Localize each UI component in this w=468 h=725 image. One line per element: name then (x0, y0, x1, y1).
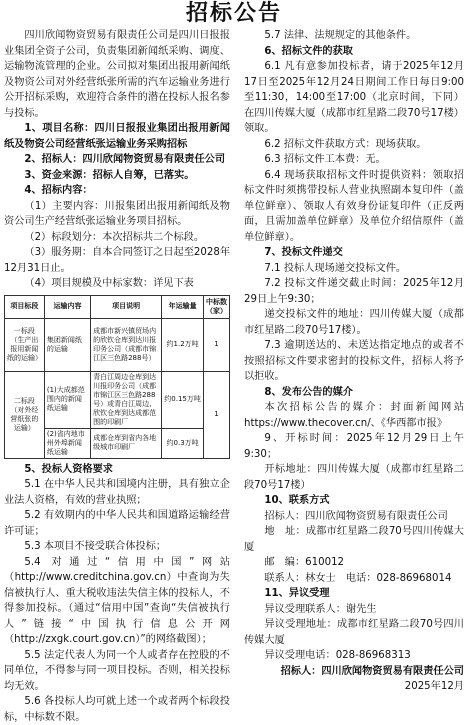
submission-heading: 7、投标文件递交 (264, 247, 343, 258)
left-column (4, 28, 230, 725)
objection-phone: 异议受理电话：028-86968313 (264, 650, 411, 661)
media-body: 本次招标公告的媒介：封面新闻网站https://www.thecover.cn/、《华西都市报》 (244, 402, 464, 429)
opening-address: 开标地址：四川传媒大厦（成都市红星路二段70号17楼） (244, 464, 464, 491)
content-cell: 集团新闻纸的运输 (44, 318, 90, 371)
table-header: 年运输量 (162, 295, 204, 318)
table-header: 项目说明 (91, 295, 162, 318)
document-6-1: 6.1 凡有意参加投标者，请于2025年12月17日至2025年12月24日期间工作日每日9:00至11:30，14:00至17:00（北京时间，下同）在四川传媒大厦（成都市红星路二段70号17楼）领取。 (244, 61, 464, 134)
contact-address: 地 址：成都市红星路二段70号四川传媒大厦 (244, 526, 464, 553)
submission-address: 递交投标文件的地址：四川传媒大厦（成都市红星路二段70号17楼）。 (244, 309, 464, 336)
objection-heading: 11、异议受理 (264, 588, 330, 599)
segments-table (4, 295, 230, 459)
signature-date: 2025年12月 (404, 681, 464, 692)
qualification-5-6: 5.6 各投标人均可就上述一个或者两个标段投标，中标数不限。 (4, 696, 230, 723)
contact-tenderer: 招标人：四川欣闻物资贸易有限责任公司 (264, 510, 448, 522)
count-cell: 1 (203, 371, 229, 458)
qualification-heading: 5、投标人资格要求 (24, 463, 113, 475)
contact-person: 联系人：林女士 电话：028-86968014 (264, 572, 452, 584)
volume-cell: 约1.2万吨 (162, 318, 204, 371)
table-row (5, 318, 230, 371)
table-header: 运输内容 (44, 295, 90, 318)
opening-time: 9、开标时间：2025年12月29日上午9:30； (244, 433, 464, 460)
intro-paragraph: 四川欣闻物资贸易有限责任公司是四川日报报业集团全资子公司，负责集团新闻纸采购、调度、运输物流管理的企业。公司拟对集团出报用新闻纸及物资公司对外经营纸张所需的汽车运输业务进行公开招标采购，欢迎符合条件的潜在投标人报名参与投标。 (4, 30, 230, 119)
qualification-5-4: 5.4 对通过“信用中国”网站（http://www.creditchina.gov.cn）中查询为失信被执行人、重大税收违法失信主体的投标人，不得参加投标。（通过“信用中国”查询“失信被执行人”链接“中国执行信息公开网（http://zxgk.court.gov.cn）”的网络截图）； (4, 556, 230, 645)
qualification-5-3: 5.3 本项目不接受联合体投标； (24, 541, 167, 552)
notice-title: 招标公告 (185, 1, 282, 26)
document-6-2: 6.2 招标文件获取方式：现场获取。 (264, 138, 427, 150)
signature-tenderer: 招标人：四川欣闻物资贸易有限责任公司 (280, 665, 464, 677)
submission-7-1: 7.1 投标人现场递交投标文件。 (264, 262, 407, 274)
content-cell: (1)大成都范围内的新闻纸运输 (44, 371, 90, 428)
tenderer: 2、招标人：四川欣闻物资贸易有限责任公司 (24, 154, 226, 165)
submission-7-3: 7.3 逾期送达的、未送达指定地点的或者不按照招标文件要求密封的投标文件，招标人将予以拒收。 (244, 340, 464, 382)
desc-cell: 成都市新兴镇贸场内的欣钦仓库到达川报印务公司（成都市锦江区三色路288号） (91, 318, 162, 371)
document-heading: 6、招标文件的获取 (264, 45, 353, 57)
submission-7-2: 7.2 投标文件递交截止时间：2025年12月29日上午9:30； (244, 278, 464, 305)
project-name: 1、项目名称：四川日报报业集团出报用新闻纸及物资公司经营纸张运输业务采购招标 (4, 123, 230, 150)
tender-content-heading: 4、招标内容： (24, 185, 93, 196)
table-header: 项目标段 (5, 295, 45, 318)
objection-address: 异议受理地址：成都市红星路二段70号四川传媒大厦 (244, 619, 464, 646)
right-column (244, 28, 464, 695)
fund-source: 3、资金来源：招标人自筹，已落实。 (24, 169, 195, 181)
segment-cell: 二标段（对外经营纸张的运输） (5, 371, 45, 458)
qualification-5-1: 5.1 在中华人民共和国境内注册，具有独立企业法人资格，有效的营业执照； (4, 479, 230, 506)
volume-cell: 约0.3万吨 (162, 428, 204, 458)
segment-cell: 一标段（生产出报用新闻纸的运输） (5, 318, 45, 371)
qualification-5-7: 5.7 法律、法规规定的其他条件。 (264, 30, 417, 41)
qualification-5-5: 5.5 法定代表人为同一个人或者存在控股的不同单位，不得参与同一项目投标。否则，相关投标均无效。 (4, 649, 230, 692)
main-content: （1）主要内容：川报集团出报用新闻纸及物资公司生产经营纸张运输业务项目招标。 (4, 200, 230, 227)
objection-contact: 异议受理联系人：谢先生 (264, 603, 377, 615)
desc-cell: 成都仓库到省内各地级城市印刷厂 (91, 428, 162, 458)
table-row (5, 371, 230, 428)
count-cell: 1 (203, 318, 229, 371)
segment-division: （2）标段划分：本次招标共二个标段。 (24, 231, 205, 243)
scale-note: （4）项目规模及中标家数：详见下表 (24, 278, 194, 289)
contact-postcode: 邮 编：610012 (264, 557, 345, 568)
document-6-4: 6.4 现场获取招标文件时提供资料：领取招标文件时须携带投标人营业执照副本复印件（盖单位鲜章）、领取人有效身份证复印件（正反两面，且需加盖单位鲜章）及单位介绍信原件（盖单位鲜章）。 (244, 169, 464, 243)
contact-heading: 10、联系方式 (264, 495, 330, 506)
table-header: 中标数（家） (203, 295, 229, 318)
service-period: （3）服务期：自本合同签订之日起至2028年12月31日止。 (4, 247, 230, 274)
media-heading: 8、发布公告的媒介 (264, 386, 353, 398)
content-cell: (2)省内地市州外埠新闻纸运输 (44, 428, 90, 458)
document-6-3: 6.3 招标文件工本费：无。 (264, 154, 386, 165)
qualification-5-2: 5.2 有效期内的中华人民共和国道路运输经营许可证； (4, 510, 230, 537)
desc-cell: 青白江周边仓库到达川报印务公司（成都市锦江区三色路288号）或青白江周边、欣钦仓库到达成都范围的印刷厂 (91, 371, 162, 428)
volume-cell: 约0.15万吨 (162, 371, 204, 428)
